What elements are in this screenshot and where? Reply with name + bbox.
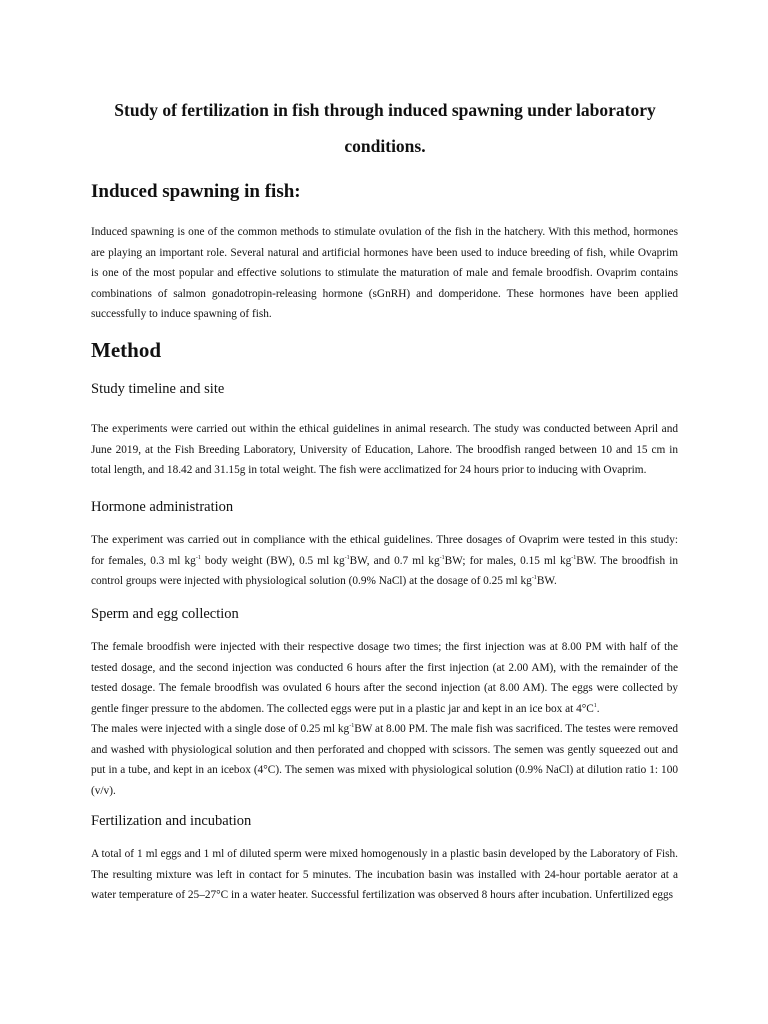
- subheading-fertilization-incubation: Fertilization and incubation: [91, 813, 252, 829]
- hormone-paragraph: The experiment was carried out in compliance with the ethical guidelines. Three dosages of Ovaprim were tested in this study: for females, 0.3 ml $kg^{-1}$ body weight (BW), 0.5 ml $kg^{-1}BW$, and 0.7 ml $kg^{-1}BW$; for males, 0.15 ml $kg^{-1}BW$. The broodfish in control groups were injected with physiological solution (0.9% NaCl) at the dosage of 0.25 ml $kg^{-1}BW$.: [91, 534, 678, 587]
- fertilization-paragraph: A total of 1 ml eggs and 1 ml of diluted sperm were mixed homogenously in a plastic basin developed by the Laboratory of Fish. The resulting mixture was left in contact for 5 minutes. The incubation basin was installed with 24-hour portable aerator at a water temperature of 25–27°C in a water heater. Successful fertilization was observed 8 hours after incubation. Unfertilized eggs: [91, 848, 678, 901]
- collection-paragraph-female: The female broodfish were injected with their respective dosage two times; the first injection was at 8.00 PM with half of the tested dosage, and the second injection was conducted 6 hours after the first injection (at 2.00 AM), with the remainder of the tested dosage. The female broodfish was ovulated 6 hours after the second injection (at 8.00 AM). The eggs were collected by gentle finger pressure to the abdomen. The collected eggs were put in a plastic jar and kept in an ice box at $4^\circ C^1$.: [91, 641, 678, 715]
- subheading-sperm-egg-collection: Sperm and egg collection: [91, 606, 239, 622]
- timeline-paragraph: The experiments were carried out within the ethical guidelines in animal research. The study was conducted between April and June 2019, at the Fish Breeding Laboratory, University of Education, Lahore. The broodfish ranged between 10 and 15 cm in total length, and 18.42 and 31.15g in total weight. The fish were acclimatized for 24 hours prior to inducing with Ovaprim.: [91, 423, 678, 476]
- section-heading-method: Method: [91, 338, 161, 362]
- subheading-hormone-administration: Hormone administration: [91, 499, 234, 515]
- section-heading-induced-spawning: Induced spawning in fish:: [91, 181, 301, 202]
- collection-paragraph-male: The males were injected with a single dose of 0.25 ml $kg^{-1}BW$ at 8.00 PM. The male fish was sacrificed. The testes were removed and washed with physiological solution and then perforated and chopped with scissors. The semen was gently squeezed out and put in a tube, and kept in an icebox (4°C). The semen was mixed with physiological solution (0.9% NaCl) at dilution ratio 1: 100 (v/v).: [91, 723, 678, 797]
- subheading-study-timeline: Study timeline and site: [91, 381, 225, 397]
- intro-paragraph: Induced spawning is one of the common methods to stimulate ovulation of the fish in the hatchery. With this method, hormones are playing an important role. Several natural and artificial hormones have been used to induce breeding of fish, while Ovaprim is one of the most popular and effective solutions to stimulate the maturation of male and female broodfish. Ovaprim contains combinations of salmon gonadotropin-releasing hormone (sGnRH) and domperidone. These hormones have been applied successfully to induce spawning of fish.: [91, 226, 678, 320]
- document-title: Study of fertilization in fish through induced spawning under laboratory conditions.: [114, 100, 656, 156]
